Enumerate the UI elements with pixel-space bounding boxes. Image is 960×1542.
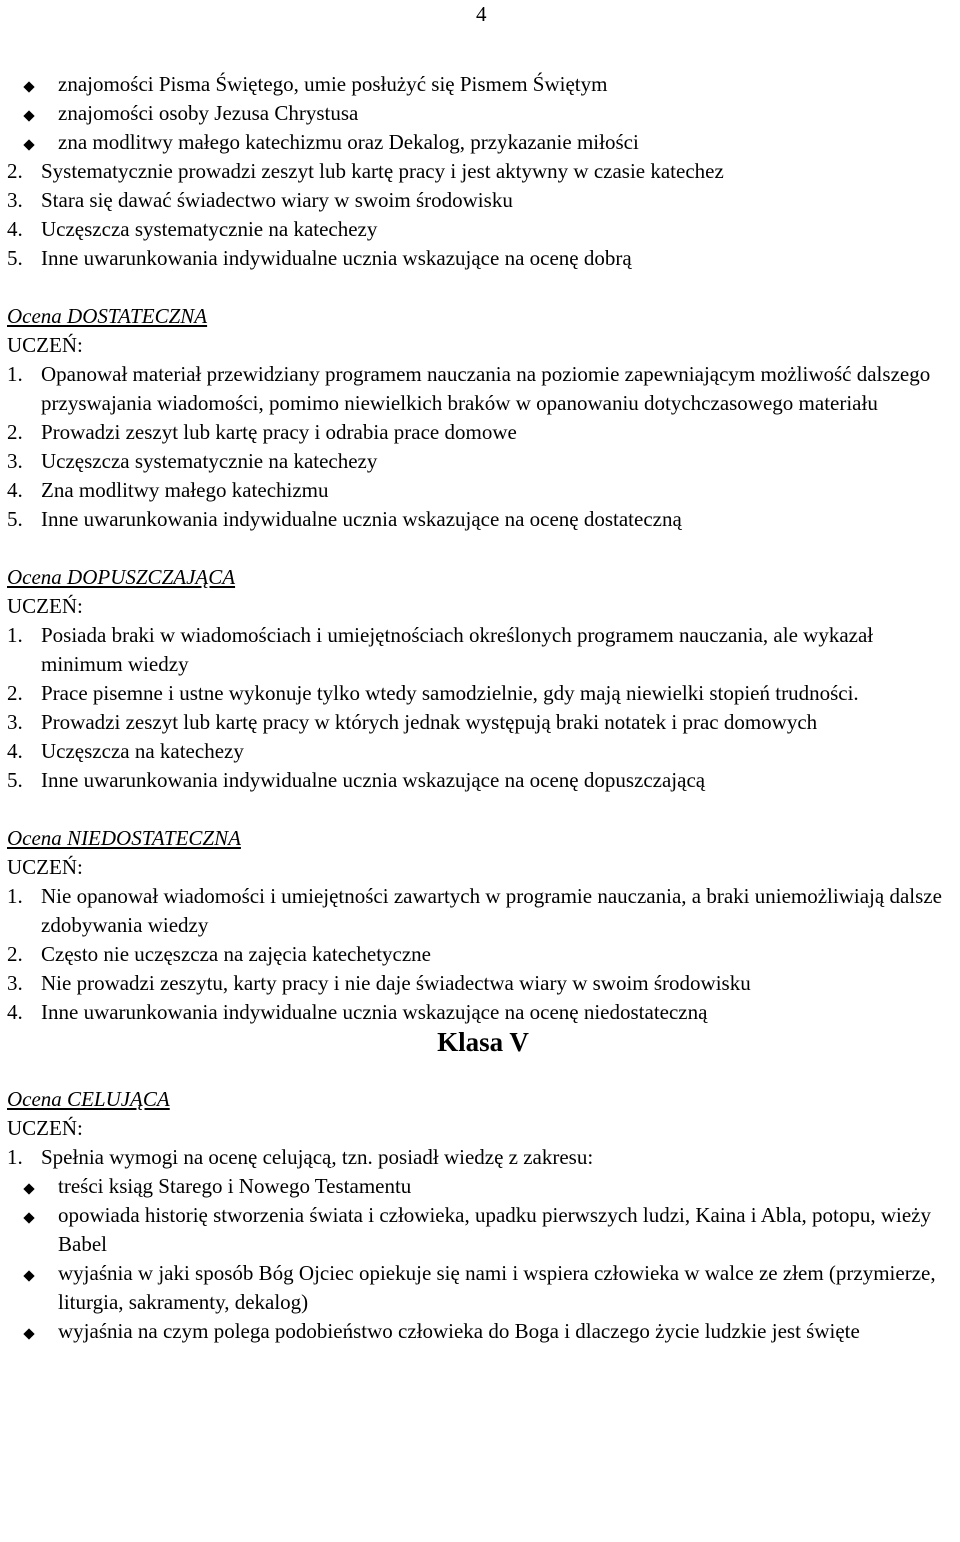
- item-number: 3.: [7, 710, 23, 734]
- grade-heading-niedostateczna: Ocena NIEDOSTATECZNA: [7, 826, 241, 850]
- item-number: 4.: [7, 217, 23, 241]
- numbered-item: [7, 215, 959, 244]
- list-item-text: opowiada historię stworzenia świata i człowieka, upadku pierwszych ludzi, Kaina i Abla, potopu, wieży Babel: [58, 1203, 931, 1256]
- numbered-item: [7, 186, 959, 215]
- numbered-item: [7, 998, 959, 1027]
- list-item-text: wyjaśnia w jaki sposób Bóg Ojciec opiekuje się nami i wspiera człowieka w walce ze złem (przymierze, liturgia, sakramenty, dekalog): [58, 1261, 936, 1314]
- item-text: Inne uwarunkowania indywidualne ucznia wskazujące na ocenę dostateczną: [41, 507, 682, 531]
- numbered-item: [7, 157, 959, 186]
- item-number: 2.: [7, 420, 23, 444]
- item-text: Nie prowadzi zeszytu, karty pracy i nie daje świadectwa wiary w swoim środowisku: [41, 971, 751, 995]
- numbered-item: [7, 679, 959, 708]
- item-text: Opanował materiał przewidziany programem nauczania na poziomie zapewniającym możliwość dalszego przyswajania wiadomości, pomimo niewielkich braków w opanowaniu dotychczasowego materiału: [41, 362, 931, 415]
- list-item: [7, 1259, 959, 1317]
- item-number: 4.: [7, 478, 23, 502]
- item-text: Inne uwarunkowania indywidualne ucznia wskazujące na ocenę niedostateczną: [41, 1000, 708, 1024]
- diamond-bullet-icon: [7, 1317, 58, 1346]
- grade-heading-dostateczna: Ocena DOSTATECZNA: [7, 304, 208, 328]
- numbered-item: [7, 969, 959, 998]
- item-number: 3.: [7, 971, 23, 995]
- item-text: Często nie uczęszcza na zajęcia katechetyczne: [41, 942, 431, 966]
- numbered-item: [7, 476, 959, 505]
- class-title: Klasa V: [437, 1027, 529, 1057]
- numbered-item: [7, 1143, 959, 1172]
- item-text: Prowadzi zeszyt lub kartę pracy i odrabia prace domowe: [41, 420, 517, 444]
- grade-heading-dopuszczajaca: Ocena DOPUSZCZAJĄCA: [7, 565, 236, 589]
- list-item-text: treści ksiąg Starego i Nowego Testamentu: [58, 1174, 412, 1198]
- item-text: Inne uwarunkowania indywidualne ucznia wskazujące na ocenę dobrą: [41, 246, 632, 270]
- numbered-item: [7, 621, 959, 679]
- item-text: Uczęszcza systematycznie na katechezy: [41, 217, 378, 241]
- list-item: [7, 1172, 959, 1201]
- item-text: Zna modlitwy małego katechizmu: [41, 478, 329, 502]
- item-number: 1.: [7, 884, 23, 908]
- student-label: UCZEŃ:: [7, 594, 83, 618]
- item-text: Uczęszcza na katechezy: [41, 739, 244, 763]
- student-label: UCZEŃ:: [7, 1116, 83, 1140]
- diamond-bullet-icon: [7, 1201, 58, 1230]
- diamond-bullet-icon: [7, 128, 58, 157]
- diamond-bullet-icon: [7, 1172, 58, 1201]
- list-item-text: wyjaśnia na czym polega podobieństwo człowieka do Boga i dlaczego życie ludzkie jest święte: [58, 1319, 860, 1343]
- numbered-item: [7, 447, 959, 476]
- item-number: 5.: [7, 768, 23, 792]
- list-item: [7, 70, 959, 99]
- list-item: [7, 1201, 959, 1259]
- document-body: [7, 70, 959, 1346]
- item-number: 2.: [7, 942, 23, 966]
- item-text: Systematycznie prowadzi zeszyt lub kartę pracy i jest aktywny w czasie katechez: [41, 159, 724, 183]
- numbered-item: [7, 708, 959, 737]
- item-number: 2.: [7, 159, 23, 183]
- list-item: [7, 1317, 959, 1346]
- diamond-bullet-icon: [7, 70, 58, 99]
- numbered-item: [7, 737, 959, 766]
- list-item-text: znajomości osoby Jezusa Chrystusa: [58, 101, 359, 125]
- item-number: 5.: [7, 246, 23, 270]
- numbered-item: [7, 940, 959, 969]
- item-number: 2.: [7, 681, 23, 705]
- numbered-item: [7, 244, 959, 273]
- list-item: [7, 128, 959, 157]
- diamond-bullet-icon: [7, 99, 58, 128]
- list-item: [7, 99, 959, 128]
- list-item-text: znajomości Pisma Świętego, umie posłużyć się Pismem Świętym: [58, 72, 608, 96]
- item-number: 3.: [7, 188, 23, 212]
- item-text: Uczęszcza systematycznie na katechezy: [41, 449, 378, 473]
- diamond-bullet-icon: [7, 1259, 58, 1288]
- numbered-item: [7, 418, 959, 447]
- numbered-item: [7, 360, 959, 418]
- item-text: Inne uwarunkowania indywidualne ucznia wskazujące na ocenę dopuszczającą: [41, 768, 706, 792]
- item-number: 1.: [7, 362, 23, 386]
- item-text: Stara się dawać świadectwo wiary w swoim środowisku: [41, 188, 513, 212]
- student-label: UCZEŃ:: [7, 333, 83, 357]
- numbered-item: [7, 766, 959, 795]
- item-number: 5.: [7, 507, 23, 531]
- page-number: 4: [476, 2, 487, 26]
- item-number: 4.: [7, 1000, 23, 1024]
- item-text: Spełnia wymogi na ocenę celującą, tzn. posiadł wiedzę z zakresu:: [41, 1145, 594, 1169]
- list-item-text: zna modlitwy małego katechizmu oraz Dekalog, przykazanie miłości: [58, 130, 639, 154]
- student-label: UCZEŃ:: [7, 855, 83, 879]
- item-text: Prowadzi zeszyt lub kartę pracy w których jednak występują braki notatek i prac domowych: [41, 710, 818, 734]
- numbered-item: [7, 882, 959, 940]
- item-number: 1.: [7, 1145, 23, 1169]
- item-number: 3.: [7, 449, 23, 473]
- item-number: 4.: [7, 739, 23, 763]
- item-text: Posiada braki w wiadomościach i umiejętnościach określonych programem nauczania, ale wykazał minimum wiedzy: [41, 623, 874, 676]
- grade-heading-celujaca: Ocena CELUJĄCA: [7, 1087, 170, 1111]
- item-text: Prace pisemne i ustne wykonuje tylko wtedy samodzielnie, gdy mają niewielki stopień trudności.: [41, 681, 859, 705]
- item-text: Nie opanował wiadomości i umiejętności zawartych w programie nauczania, a braki uniemożliwiają dalsze zdobywania wiedzy: [41, 884, 942, 937]
- numbered-item: [7, 505, 959, 534]
- item-number: 1.: [7, 623, 23, 647]
